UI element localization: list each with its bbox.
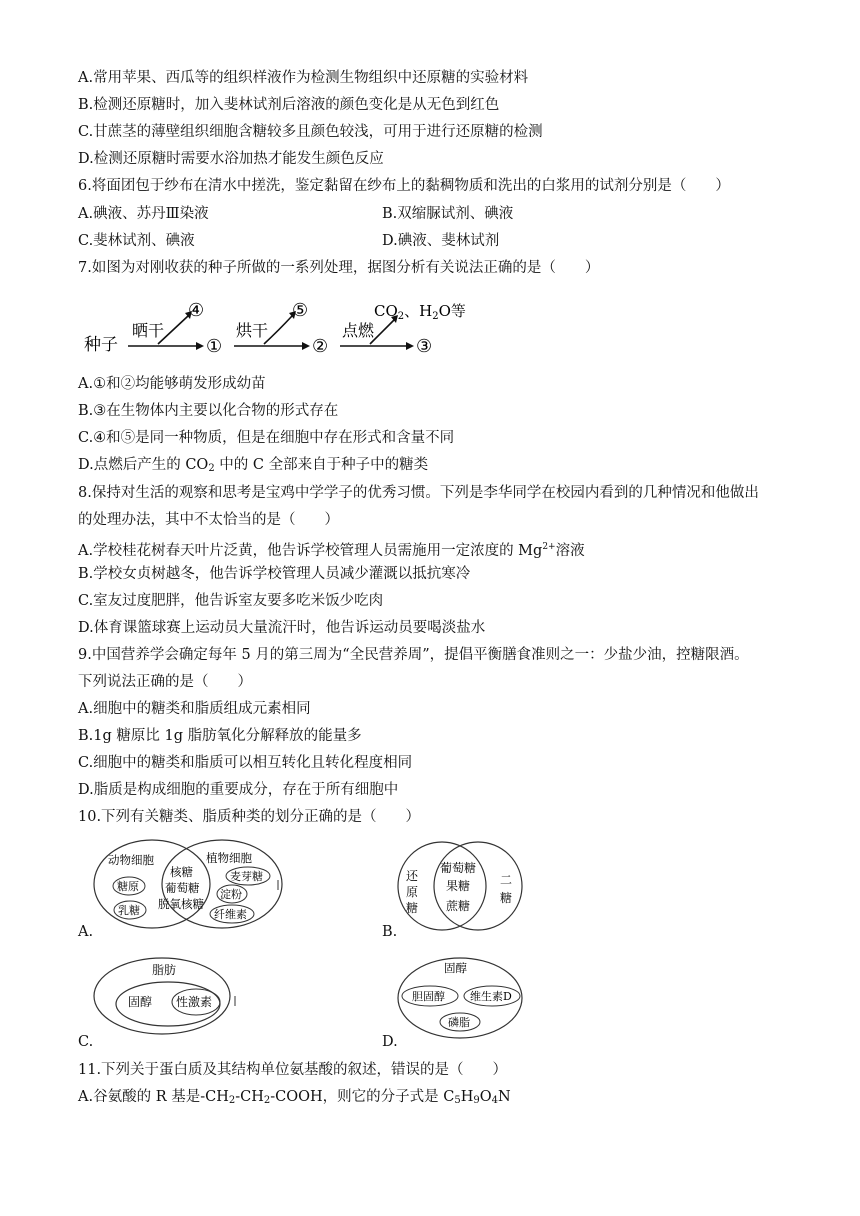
q10-diagram-b (396, 840, 526, 936)
sterol-label: 固醇 (444, 961, 467, 975)
q9-stem-line2: 下列说法正确的是（ ） (78, 674, 252, 690)
q11-option-a: A.谷氨酸的 R 基是$-CH_2-CH_2$-COOH，则它的分子式是 $C_5H_9O_4N$ (78, 1089, 511, 1106)
label-2: ② (312, 336, 329, 357)
q7-option-c: C.④和⑤是同一种物质，但是在细胞中存在形式和含量不同 (78, 430, 455, 446)
q5-option-a: A.常用苹果、西瓜等的组织样液作为检测生物组织中还原糖的实验材料 (78, 70, 529, 86)
q10-diagram-c (92, 956, 242, 1040)
sex-hormone-label: 性激素 (176, 995, 213, 1009)
q6-option-d: D.碘液、斐林试剂 (382, 233, 500, 249)
sucrose-label: 蔗糖 (446, 899, 471, 913)
starch-label: 淀粉 (220, 888, 242, 901)
fat-label: 脂肪 (152, 963, 177, 977)
vitamin-d-label: 维生素D (470, 990, 512, 1003)
q8-stem-line2: 的处理办法，其中不太恰当的是（ ） (78, 512, 339, 528)
q7-option-d: D.点燃后产生的 $CO_2$ 中的 C 全部来自于种子中的糖类 (78, 457, 429, 474)
q8-option-d: D.体育课篮球赛上运动员大量流汗时，他告诉运动员要喝淡盐水 (78, 620, 486, 636)
glucose-label: 葡萄糖 (165, 881, 200, 895)
q7-stem: 7.如图为对刚收获的种子所做的一系列处理，据图分析有关说法正确的是（ ） (78, 260, 600, 276)
q9-option-c: C.细胞中的糖类和脂质可以相互转化且转化程度相同 (78, 755, 413, 771)
disaccharide-label-2: 糖 (500, 891, 513, 905)
q10-diagram-d (396, 956, 526, 1042)
q10-stem: 10.下列有关糖类、脂质种类的划分正确的是（ ） (78, 809, 421, 825)
cholesterol-label: 胆固醇 (412, 990, 445, 1003)
label-5: ⑤ (292, 300, 309, 321)
q8-option-a: A.学校桂花树春天叶片泛黄，他告诉学校管理人员需施用一定浓度的 $Mg^{2+}$溶液 (78, 542, 585, 559)
deoxyribose-label: 脱氧核糖 (158, 897, 204, 911)
step-dry-label: 晒干 (132, 321, 165, 340)
q10-option-c-label: C. (78, 1034, 94, 1050)
plant-cell-label: 植物细胞 (206, 851, 252, 865)
seed-treatment-diagram (78, 292, 478, 364)
step-burn-label: 点燃 (342, 321, 375, 340)
ribose-label: 核糖 (170, 865, 193, 879)
q10-option-d-label: D. (382, 1034, 398, 1050)
reducing-sugar-label-2: 原 (406, 885, 419, 899)
label-1: ① (206, 336, 223, 357)
glycogen-label: 糖原 (117, 880, 139, 893)
q9-stem-line1: 9.中国营养学会确定每年 5 月的第三周为“全民营养周”，提倡平衡膳食准则之一：少盐少油，控糖限酒。 (78, 647, 749, 663)
glucose-label: 葡萄糖 (440, 861, 477, 875)
reducing-sugar-label-3: 糖 (406, 901, 419, 915)
q9-option-b: B.1g 糖原比 1g 脂肪氧化分解释放的能量多 (78, 728, 362, 744)
q6-option-c: C.斐林试剂、碘液 (78, 233, 195, 249)
label-3: ③ (416, 336, 433, 357)
q5-option-b: B.检测还原糖时，加入斐林试剂后溶液的颜色变化是从无色到红色 (78, 97, 500, 113)
q5-option-c: C.甘蔗茎的薄壁组织细胞含糖较多且颜色较浅，可用于进行还原糖的检测 (78, 124, 543, 140)
q8-stem-line1: 8.保持对生活的观察和思考是宝鸡中学学子的优秀习惯。下列是李华同学在校园内看到的几种情况和他做出 (78, 485, 759, 501)
q5-option-d: D.检测还原糖时需要水浴加热才能发生颜色反应 (78, 151, 384, 167)
lactose-label: 乳糖 (118, 904, 140, 917)
q9-option-a: A.细胞中的糖类和脂质组成元素相同 (78, 701, 311, 717)
q6-option-b: B.双缩脲试剂、碘液 (382, 206, 514, 222)
q7-option-b: B.③在生物体内主要以化合物的形式存在 (78, 403, 339, 419)
step-bake-label: 烘干 (236, 321, 269, 340)
q8-option-b: B.学校女贞树越冬，他告诉学校管理人员减少灌溉以抵抗寒冷 (78, 566, 471, 582)
sterol-label: 固醇 (128, 995, 153, 1009)
cellulose-label: 纤维素 (214, 908, 247, 921)
products-label: $CO_2$、$H_2O$等 (374, 302, 466, 322)
q10-option-b-label: B. (382, 924, 398, 940)
fructose-label: 果糖 (446, 879, 471, 893)
reducing-sugar-label-1: 还 (406, 869, 419, 883)
q8-option-c: C.室友过度肥胖，他告诉室友要多吃米饭少吃肉 (78, 593, 384, 609)
q6-stem: 6.将面团包于纱布在清水中搓洗，鉴定黏留在纱布上的黏稠物质和洗出的白浆用的试剂分别是（ ） (78, 178, 730, 194)
animal-cell-label: 动物细胞 (108, 853, 154, 867)
q9-option-d: D.脂质是构成细胞的重要成分，存在于所有细胞中 (78, 782, 399, 798)
q11-stem: 11.下列关于蛋白质及其结构单位氨基酸的叙述，错误的是（ ） (78, 1062, 508, 1078)
label-4: ④ (188, 300, 205, 321)
seed-label: 种子 (84, 335, 118, 355)
q7-option-a: A.①和②均能够萌发形成幼苗 (78, 376, 266, 392)
q10-diagram-a (92, 838, 292, 936)
q10-option-a-label: A. (78, 924, 94, 940)
q6-option-a: A.碘液、苏丹Ⅲ染液 (78, 206, 209, 222)
phospholipid-label: 磷脂 (448, 1016, 470, 1029)
maltose-label: 麦芽糖 (230, 870, 263, 883)
disaccharide-label-1: 二 (500, 873, 513, 887)
